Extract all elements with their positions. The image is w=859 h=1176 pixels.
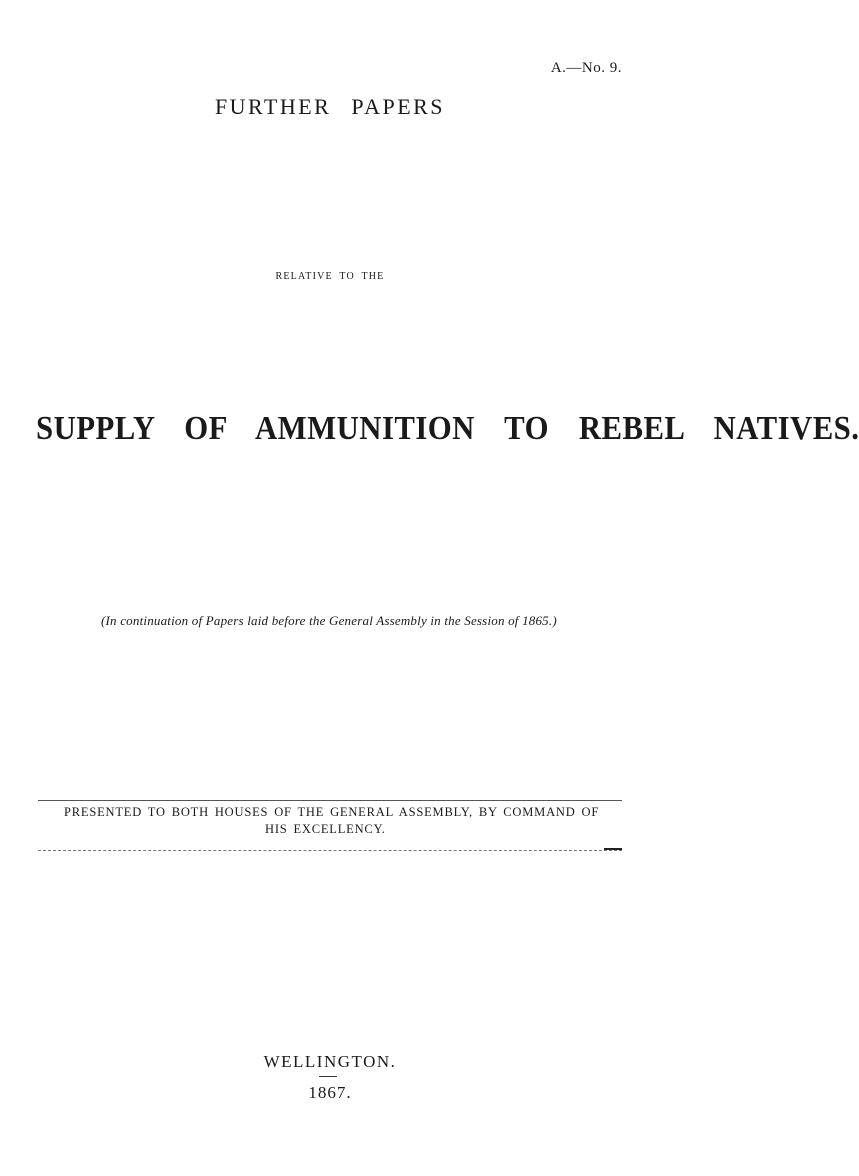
top-rule-divider [38, 800, 622, 801]
presentation-line-2: HIS EXCELLENCY. [265, 822, 386, 836]
rule-end-mark [604, 848, 622, 850]
imprint-place: WELLINGTON. [263, 1052, 397, 1071]
presentation-line-1: PRESENTED TO BOTH HOUSES OF THE GENERAL ASSEMBLY, BY COMMAND OF [64, 805, 600, 819]
main-title: SUPPLY OF AMMUNITION TO REBEL NATIVES. [36, 410, 859, 447]
imprint-dash-divider [319, 1076, 337, 1077]
continuation-note: (In continuation of Papers laid before the General Assembly in the Session of 1865.) [101, 613, 557, 628]
document-number: A.—No. 9. [550, 60, 622, 76]
bottom-rule-divider [38, 850, 622, 851]
heading-further-papers: FURTHER PAPERS [214, 94, 446, 119]
relative-to-line: RELATIVE TO THE [275, 271, 385, 282]
imprint-year: 1867. [308, 1083, 352, 1102]
